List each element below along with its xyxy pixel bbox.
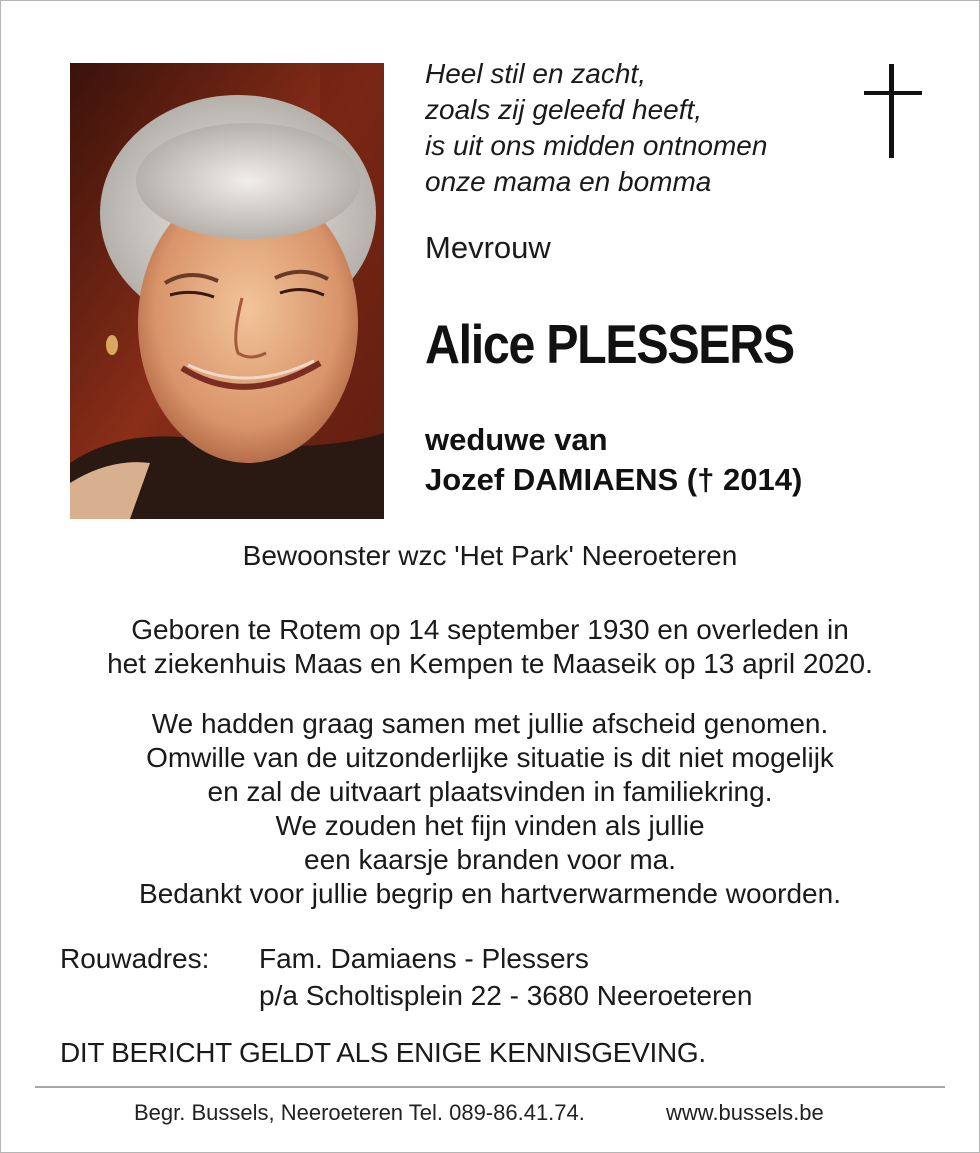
address-label: Rouwadres: — [60, 943, 210, 974]
birth-death-line: het ziekenhuis Maas en Kempen te Maaseik op 13 april 2020. — [107, 648, 873, 679]
poem — [425, 56, 845, 200]
message-line: Omwille van de uitzonderlijke situatie is dit niet mogelijk — [146, 742, 834, 773]
birth-death-info — [0, 613, 980, 681]
poem-line: zoals zij geleefd heeft, — [425, 94, 703, 125]
undertaker-info: Begr. Bussels, Neeroeteren Tel. 089-86.41.74. — [134, 1100, 585, 1125]
divider — [35, 1086, 945, 1088]
message-line: een kaarsje branden voor ma. — [304, 844, 676, 875]
deceased-name: Alice PLESSERS — [425, 313, 794, 375]
portrait-photo — [70, 63, 384, 519]
poem-line: is uit ons midden ontnomen — [425, 130, 768, 161]
address-line-2: p/a Scholtisplein 22 - 3680 Neeroeteren — [259, 980, 753, 1011]
spouse-name: Jozef DAMIAENS († 2014) — [425, 462, 803, 497]
poem-line: onze mama en bomma — [425, 166, 712, 197]
spouse-prefix: weduwe van — [425, 422, 608, 457]
birth-death-line: Geboren te Rotem op 14 september 1930 en overleden in — [131, 614, 849, 645]
message — [0, 707, 980, 911]
residence — [0, 539, 980, 573]
residence-text: Bewoonster wzc 'Het Park' Neeroeteren — [242, 540, 738, 571]
notice-text: DIT BERICHT GELDT ALS ENIGE KENNISGEVING. — [60, 1037, 706, 1068]
spouse-info — [425, 420, 802, 500]
address-line-1: Fam. Damiaens - Plessers — [259, 943, 589, 974]
cross-icon — [864, 64, 922, 158]
message-line: We hadden graag samen met jullie afscheid genomen. — [151, 708, 829, 739]
salutation: Mevrouw — [425, 230, 551, 265]
website-link[interactable]: www.bussels.be — [666, 1100, 824, 1125]
message-line: Bedankt voor jullie begrip en hartverwarmende woorden. — [139, 878, 841, 909]
message-line: en zal de uitvaart plaatsvinden in familiekring. — [207, 776, 773, 807]
poem-line: Heel stil en zacht, — [425, 58, 646, 89]
message-line: We zouden het fijn vinden als jullie — [275, 810, 705, 841]
